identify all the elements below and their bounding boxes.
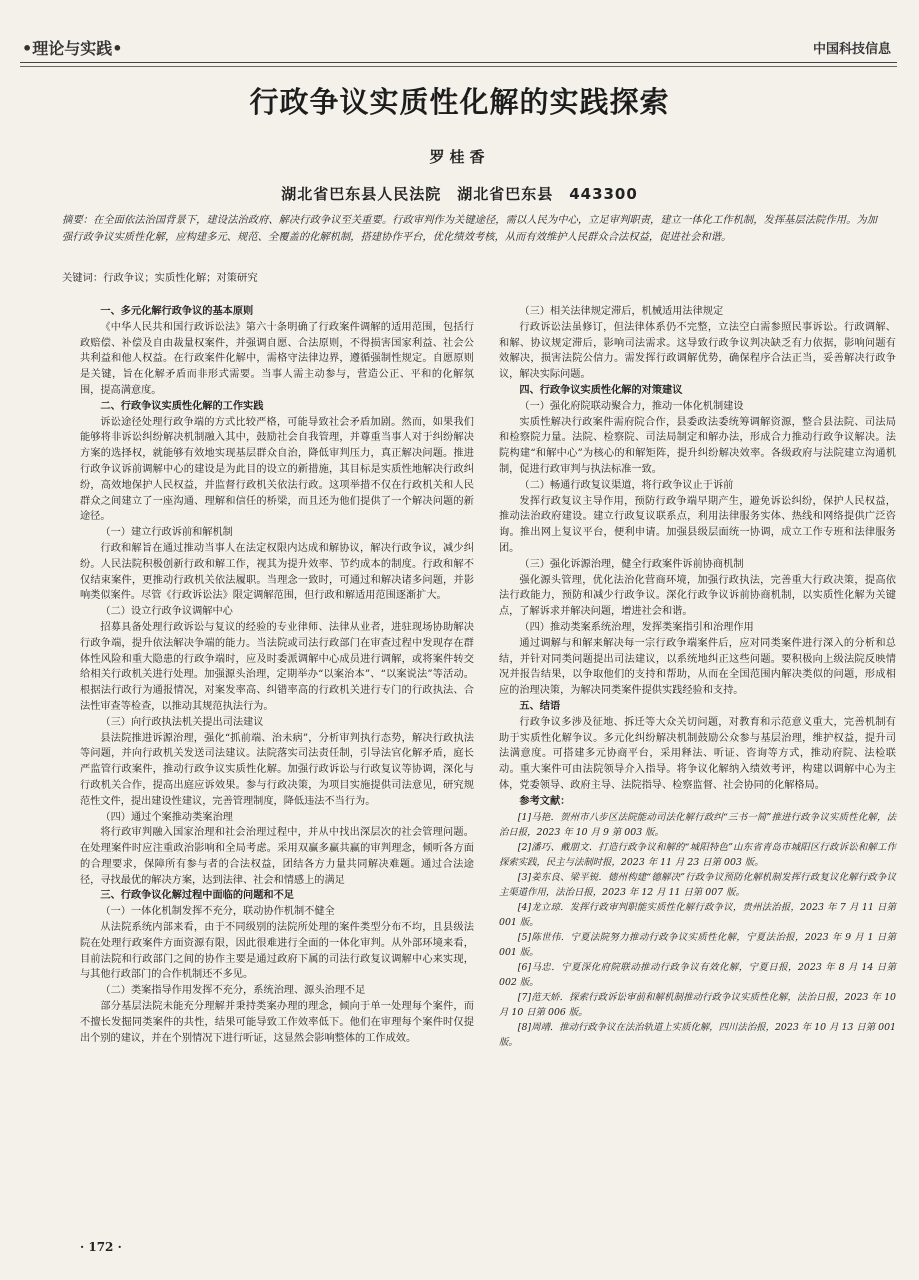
paragraph: 通过调解与和解来解决每一宗行政争端案件后，应对同类案件进行深入的分析和总结，并针对同类问题提出司法建议，以系统地纠正这些问题。要积极向上级法院反映情况并报告结果，以争取他们的支持和帮助，从而在全国范围内解决类似的问题，形成相应的治理决策，为解决同类案件提供实践经验和支持。	[499, 637, 896, 697]
section-heading: 一、多元化解行政争议的基本原则	[100, 306, 254, 317]
paragraph: 行政和解旨在通过推动当事人在法定权限内达成和解协议，解决行政争议，减少纠纷。人民法院积极创新行政和解工作，视其为提升效率、节约成本的制度。行政和解不仅结束案件，更推动行政机关依法履职。当理念一致时，可通过和解决诸多问题，并影响类似案件。尽管《行政诉讼法》限定调解范围，但行政和解适用范围逐渐扩大。	[80, 542, 474, 602]
subsection-heading: （三）向行政执法机关提出司法建议	[100, 716, 264, 728]
references-heading: 参考文献：	[519, 795, 571, 807]
page-number: · 172 ·	[80, 1240, 122, 1254]
subsection-heading: （一）一体化机制发挥不充分，联动协作机制不健全	[100, 906, 335, 918]
author-affiliation: 湖北省巴东县人民法院 湖北省巴东县 443300	[281, 185, 638, 203]
abstract: 摘要：在全面依法治国背景下，建设法治政府、解决行政争议至关重要。行政审判作为关键途径，需以人民为中心，立足审判职责，建立一体化工作机制，发挥基层法院作用。为加强行政争议实质性化解，应构建多元、规范、全覆盖的化解机制，搭建协作平台，优化绩效考核，从而有效维护人民群众合法权益，促进社会和谐。	[62, 214, 877, 243]
subsection-heading: （四）通过个案推动类案治理	[100, 811, 233, 823]
paragraph: 行政争议多涉及征地、拆迁等大众关切问题，对教育和示范意义重大，完善机制有助于实质性化解争议。多元化纠纷解决机制鼓励公众参与基层治理，维护权益，提升司法满意度。可搭建多元协商平台，采用释法、听证、咨询等方式，推动府院、法检联动。重大案件可由法院领导介入指导。将争议化解纳入绩效考评，构建以调解中心为主体，党委领导、政府主导、法院指导、检察监督、社会协同的化解格局。	[499, 716, 896, 791]
article-author: 罗桂香	[429, 148, 490, 166]
reference-item: [3]姜东良、梁平锐．德州构建“德解决”行政争议预防化解机制发挥行政复议化解行政争议主渠道作用，法治日报，2023 年 12 月 11 日第 007 版。	[499, 871, 896, 898]
reference-item: [2]潘巧、戴朋文．打造行政争议和解的“城阳特色”山东省青岛市城阳区行政诉讼和解工作探索实践，民主与法制时报，2023 年 11 月 23 日第 003 版。	[499, 841, 896, 868]
section-label: •理论与实践•	[22, 39, 123, 58]
section-heading: 四、行政争议实质性化解的对策建议	[519, 384, 683, 396]
paragraph: 从法院系统内部来看，由于不同级别的法院所处理的案件类型分布不均，且县级法院在处理行政案件方面资源有限，因此很难进行全面的一体化审判。从外部环境来看，目前法院和行政部门之间的协作主要是通过政府下属的司法行政复议调解中心来实现，与其他行政部门的合作机制还不多见。	[80, 922, 474, 981]
reference-list	[499, 810, 896, 1050]
keywords: 关键词：行政争议；实质性化解；对策研究	[62, 272, 258, 284]
reference-item: [7]范天娇．探索行政诉讼审前和解机制推动行政争议实质性化解，法治日报，2023 年 10 月 10 日第 006 版。	[499, 991, 896, 1018]
right-column-body	[499, 304, 896, 794]
paragraph: 强化源头管理，优化法治化营商环境，加强行政执法，完善重大行政决策，提高依法行政能力，预防和减少行政争议。深化行政争议诉前协商机制，以实质性化解为关键点，了解诉求并解决问题，增进社会和谐。	[499, 574, 896, 618]
reference-item: [4]龙立琼．发挥行政审判职能实质性化解行政争议，贵州法治报，2023 年 7 月 11 日第 001 版。	[499, 901, 896, 928]
paragraph: 诉讼途径处理行政争端的方式比较严格，可能导致社会矛盾加剧。然而，如果我们能够将非诉讼纠纷解决机制融入其中，鼓励社会自我管理，并尊重当事人对于纠纷解决方案的选择权，就能够有效地实现基层群众自治，降低审判压力，真正解决问题。推进行政争议诉前调解中心的建设是为此目的设立的新措施，其目标是实质性地解决行政纠纷，高效地保护人民权益，并监督行政机关依法行政。这项举措不仅在行政机关和人民群众之间建立了一座沟通、理解和信任的桥梁，而且还为他们提供了一个解决问题的新途径。	[80, 416, 474, 523]
paragraph: 招募具备处理行政诉讼与复议的经验的专业律师、法律从业者，进驻现场协助解决行政争端，提升依法解决争端的能力。当法院或司法行政部门在审查过程中发现存在群体性风险和重大隐患的行政争端时，应及时委派调解中心成员进行调解，或将案件转交给相关行政机关进行处理。加强源头治理，定期举办“以案治本”、“以案说法”等活动。根据法行政行为通报情况，对案发率高、纠错率高的行政机关进行专门的行政执法、合法性审查等检查，以推动其规范执法行为。	[80, 621, 474, 712]
reference-item: [6]马忠．宁夏深化府院联动推动行政争议有效化解，宁夏日报，2023 年 8 月 14 日第 002 版。	[499, 961, 896, 988]
right-column	[499, 304, 896, 1050]
subsection-heading: （三）相关法律规定滞后，机械适用法律规定	[519, 306, 724, 317]
left-column	[80, 304, 474, 1046]
subsection-heading: （一）强化府院联动聚合力，推动一体化机制建设	[519, 400, 744, 412]
reference-item: [5]陈世伟．宁夏法院努力推动行政争议实质性化解，宁夏法治报，2023 年 9 月 1 日第 001 版。	[499, 931, 896, 958]
header-divider-thin	[20, 66, 897, 67]
paragraph: 发挥行政复议主导作用，预防行政争端早期产生，避免诉讼纠纷，保护人民权益，推动法治政府建设。建立行政复议联系点，利用法律服务实体、热线和网络提供广泛咨询。推出网上复议平台，便利申请。加强县级层面统一协调，成立工作专班和法律服务团。	[499, 495, 896, 554]
section-heading: 三、行政争议化解过程中面临的问题和不足	[100, 890, 294, 902]
subsection-heading: （一）建立行政诉前和解机制	[100, 527, 233, 539]
subsection-heading: （二）类案指导作用发挥不充分，系统治理、源头治理不足	[100, 985, 366, 997]
paragraph: 《中华人民共和国行政诉讼法》第六十条明确了行政案件调解的适用范围，包括行政赔偿、补偿及自由裁量权案件，并强调自愿、合法原则，不得损害国家利益、社会公共利益和他人权益。在行政案件化解中，需格守法律边界，遵循强制性规定。自愿原则是关键，旨在化解矛盾而非形式需要。当事人需主动参与，营造公正、平和的化解氛围，提高满意度。	[80, 321, 474, 396]
subsection-heading: （二）设立行政争议调解中心	[100, 606, 233, 618]
subsection-heading: （三）强化诉源治理，健全行政案件诉前协商机制	[519, 558, 744, 570]
section-heading: 五、结语	[519, 700, 561, 712]
paragraph: 县法院推进诉源治理，强化“抓前端、治未病”，分析审判执行态势，解决行政执法等问题，并向行政机关发送司法建议。法院落实司法责任制，引导法官化解矛盾，庭长严监管行政案件，推动行政争议实质性化解。加强行政诉讼与行政复议等协调，深化与行政机关合作，提高出庭应诉效果。参与行政决策，为项目实施提供司法意见，研究规范性文件，提出建设性建议，完善管理制度，降低违法不当行为。	[80, 732, 474, 807]
subsection-heading: （四）推动类案系统治理，发挥类案指引和治理作用	[519, 621, 754, 633]
header-divider	[20, 62, 897, 63]
paragraph: 部分基层法院未能充分理解并秉持类案办理的理念，倾向于单一处理每个案件，而不擅长发掘同类案件的共性，结果可能导致工作效率低下。他们在审理每个案件时仅提出个别的建议，并在个别情况下进行听证，这显然会影响整体的工作成效。	[80, 1001, 474, 1044]
subsection-heading: （二）畅通行政复议渠道，将行政争议止于诉前	[519, 479, 734, 491]
paragraph: 将行政审判融入国家治理和社会治理过程中，并从中找出深层次的社会管理问题。在处理案件时应注重政治影响和全局考虑。采用双赢多赢共赢的审判理念，倾听各方面的合理要求，保障所有参与者的合法权益，团结各方力量共同解决难题。通过合法途径，寻找最优的解决方案，达到法律、社会和情感上的满足	[80, 827, 474, 886]
journal-name: 中国科技信息	[812, 42, 891, 57]
section-heading: 二、行政争议实质性化解的工作实践	[100, 400, 264, 412]
reference-item: [8]周靖．推动行政争议在法治轨道上实质化解，四川法治报，2023 年 10 月 13 日第 001 版。	[499, 1021, 896, 1048]
article-title: 行政争议实质性化解的实践探索	[249, 85, 670, 119]
paragraph: 行政诉讼法虽修订，但法律体系仍不完整，立法空白需参照民事诉讼。行政调解、和解、协议规定滞后，影响司法需求。这导致行政争议判决缺乏有力依据，影响问题有效解决，损害法院公信力。需发挥行政调解优势，确保程序合法正当，妥善解决行政争议，解决实际问题。	[499, 321, 896, 381]
paragraph: 实质性解决行政案件需府院合作，县委政法委统筹调解资源，整合县法院、司法局和检察院力量。法院、检察院、司法局制定和解办法，形成合力推动行政争议解决。法院构建“和解中心”为核心的和解矩阵，提升纠纷解决效率。各级政府与法院建立沟通机制，促进行政审判与执法标准一致。	[499, 416, 896, 475]
reference-item: [1]马艳．贺州市八步区法院能动司法化解行政纠“三书一简”推进行政争议实质性化解，法治日报，2023 年 10 月 9 第 003 版。	[499, 811, 896, 838]
